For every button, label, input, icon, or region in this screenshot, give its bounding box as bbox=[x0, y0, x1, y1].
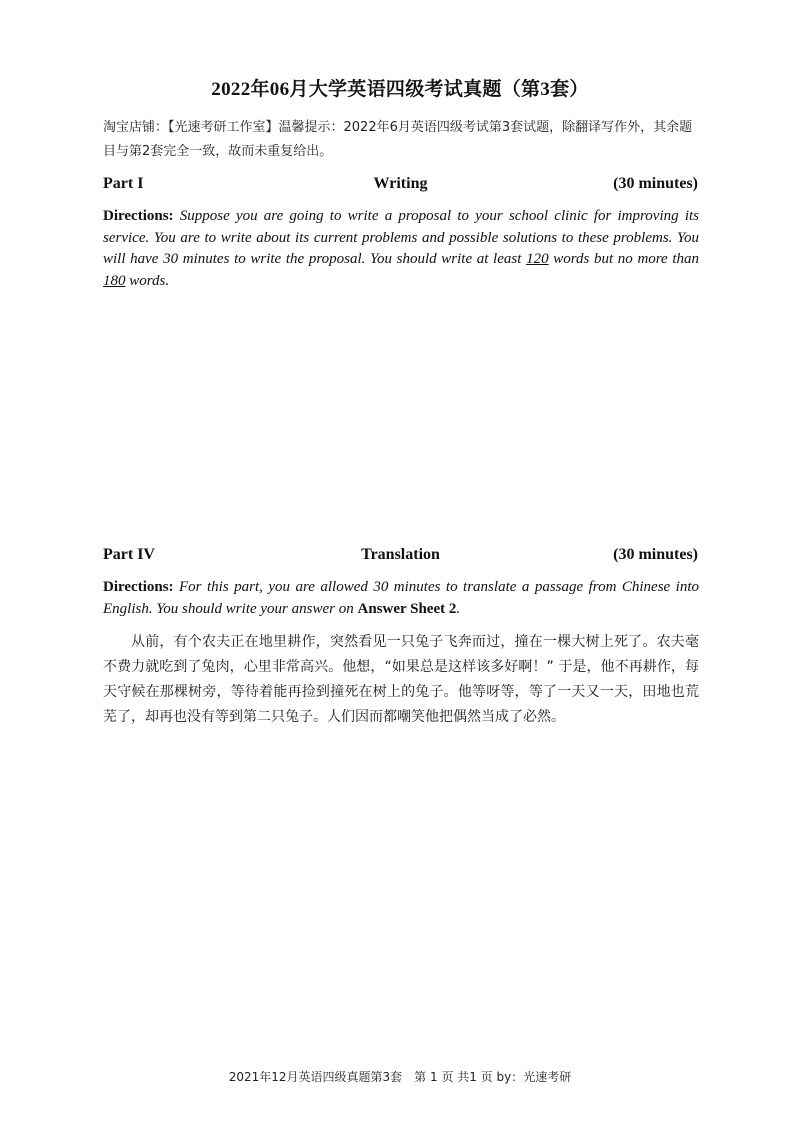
part-1-label: Part I bbox=[103, 175, 144, 192]
directions-text: For this part, you are allowed 30 minutes to translate a passage from Chinese into English. You should write your answer on bbox=[103, 579, 699, 617]
min-word-count: 120 bbox=[526, 251, 549, 267]
part-4-header bbox=[103, 546, 698, 568]
directions-text: words. bbox=[129, 272, 170, 289]
part-4-directions bbox=[103, 577, 699, 620]
part-4-time: (30 minutes) bbox=[613, 546, 698, 563]
part-1-directions bbox=[103, 206, 699, 292]
page-footer: 2021年12月英语四级真题第3套 第 1 页 共1 页 by：光速考研 bbox=[228, 1070, 572, 1084]
directions-text: . bbox=[456, 600, 461, 617]
shop-notice: 淘宝店铺：【光速考研工作室】温馨提示：2022年6月英语四级考试第3套试题，除翻译写作外，其余题目与第2套完全一致，故而未重复给出。 bbox=[103, 120, 693, 159]
max-word-count: 180 bbox=[103, 272, 126, 289]
document-title: 2022年06月大学英语四级考试真题（第3套） bbox=[211, 79, 589, 100]
answer-sheet-ref: Answer Sheet 2 bbox=[357, 600, 457, 617]
directions-text: words but no more than bbox=[553, 251, 700, 267]
part-1-time: (30 minutes) bbox=[613, 175, 698, 192]
part-4-name: Translation bbox=[361, 546, 440, 563]
directions-label: Directions: bbox=[103, 579, 174, 595]
translation-passage: 从前，有个农夫正在地里耕作，突然看见一只兔子飞奔而过，撞在一棵大树上死了。农夫毫不费力就吃到了兔肉，心里非常高兴。他想，“如果总是这样该多好啊！” 于是，他不再耕作，每天守候在那棵树旁，等待着能再捡到撞死在树上的兔子。他等呀等，等了一天又一天，田地也荒芜了，却再也没有等到第二只兔子。人们因而都嘲笑他把偶然当成了必然。 bbox=[103, 634, 699, 725]
directions-text: Suppose you are going to write a proposal to your school clinic for improving its service. You are to write about its current problems and possible solutions to these problems. You will have 30 minutes to write the proposal. You should write at least bbox=[103, 208, 699, 267]
part-1-name: Writing bbox=[373, 175, 428, 192]
part-1-header bbox=[103, 175, 698, 197]
directions-label: Directions: bbox=[103, 208, 174, 224]
part-4-label: Part IV bbox=[103, 546, 155, 563]
